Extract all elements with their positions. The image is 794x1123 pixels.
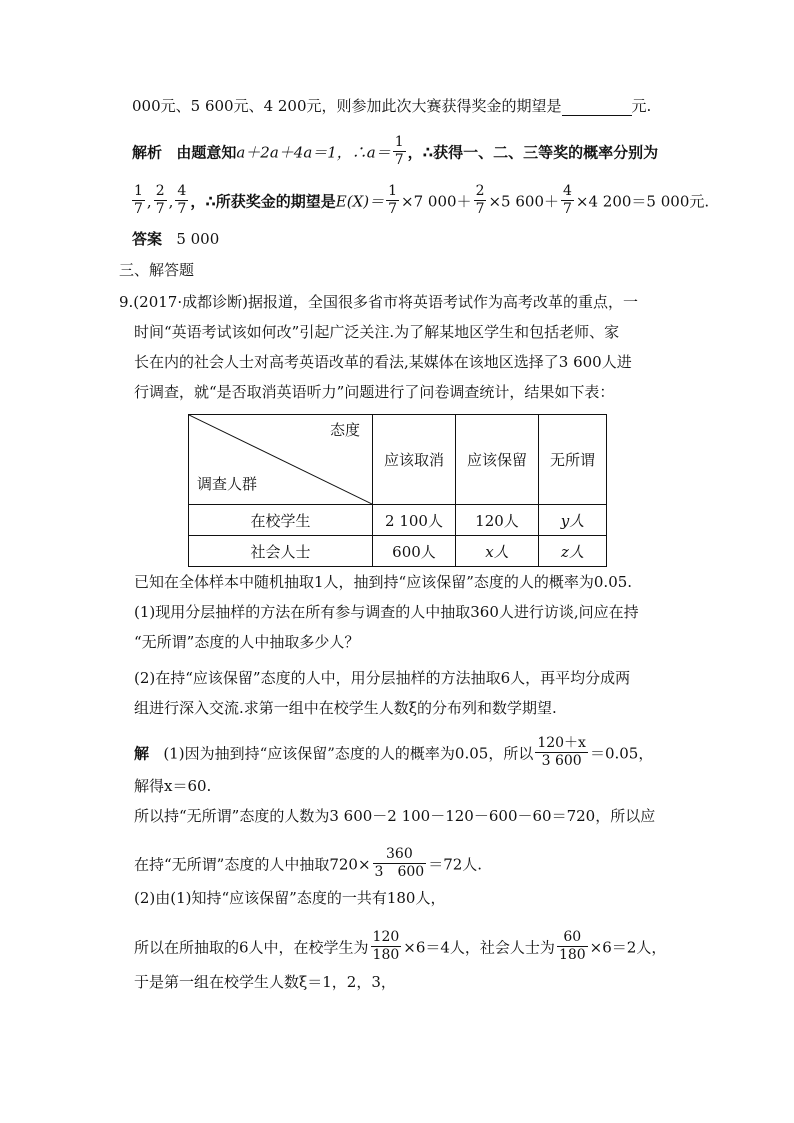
fraction: [393, 134, 406, 169]
answer-value: 5 000: [176, 230, 220, 248]
fraction: [154, 183, 167, 218]
corner-bottom-label: 调查人群: [197, 475, 258, 493]
answer-blank: [562, 99, 632, 116]
solution-text: 所以持“无所谓”态度的人数为3 600－2 100－120－600－60＝720，所以应: [134, 807, 656, 825]
text: ×6＝4人，社会人士为: [403, 938, 555, 957]
analysis-line: [132, 136, 658, 171]
answer-row: [132, 229, 219, 249]
solution-text: (2)由(1)知持“应该保留”态度的一共有180人，: [134, 889, 446, 907]
column-header: 无所谓: [539, 415, 607, 505]
solution-text: 解得x＝60.: [134, 777, 212, 795]
fraction: [386, 183, 399, 218]
survey-table: [188, 414, 607, 567]
text: ×5 600＋: [488, 192, 559, 211]
text: 在持“无所谓”态度的人中抽取720×: [134, 855, 371, 874]
denominator: 7: [475, 201, 485, 217]
denominator: 3 600: [374, 864, 425, 880]
denominator: 180: [558, 947, 586, 963]
question-text: 9.(2017·成都诊断)据报道，全国很多省市将英语考试作为高考改革的重点，一: [119, 293, 638, 311]
text: ＝72人.: [428, 855, 483, 874]
table-row: [189, 536, 607, 567]
table-cell: z人: [539, 536, 607, 567]
denominator: 7: [155, 201, 165, 217]
text: ×4 200＝5 000元.: [575, 192, 710, 211]
table-row: [189, 505, 607, 536]
fraction: [474, 183, 487, 218]
table-cell: x人: [456, 536, 539, 567]
fraction: [132, 183, 145, 218]
question-text: “无所谓”态度的人中抽取多少人？: [134, 633, 360, 651]
text: ×7 000＋: [401, 192, 472, 211]
denominator: 3 600: [541, 753, 582, 769]
table-cell: 120人: [456, 505, 539, 536]
question-text: 组进行深入交流.求第一组中在校学生人数ξ的分布列和数学期望.: [134, 699, 557, 717]
numerator: 4: [563, 183, 572, 199]
column-header: 应该取消: [373, 415, 456, 505]
question-text: (2)在持“应该保留”态度的人中，用分层抽样的方法抽取6人，再平均分成两: [134, 669, 631, 687]
separator: ,: [168, 192, 174, 211]
solution-label: 解: [134, 744, 150, 763]
denominator: 7: [563, 201, 572, 217]
denominator: 7: [177, 201, 187, 217]
fraction: [175, 183, 188, 218]
text: 所以在所抽取的6人中，在校学生为: [134, 938, 369, 957]
text: ，∴获得一、二、三等奖的概率分别为: [407, 143, 659, 162]
table-cell: 600人: [373, 536, 456, 567]
row-label: 在校学生: [189, 505, 373, 536]
denominator: 7: [134, 201, 143, 217]
text: 元.: [631, 97, 652, 115]
solution-line: [134, 848, 482, 883]
solution-text: 于是第一组在校学生人数ξ＝1，2，3，: [134, 973, 396, 991]
denominator: 180: [372, 947, 400, 963]
question-text: 时间“英语考试该如何改”引起广泛关注.为了解某地区学生和包括老师、家: [134, 323, 620, 341]
table-cell: 2 100人: [373, 505, 456, 536]
fraction: [535, 735, 588, 770]
answer-label: 答案: [132, 230, 163, 248]
column-header: 应该保留: [456, 415, 539, 505]
corner-cell: [189, 415, 373, 505]
numerator: 2: [155, 183, 165, 199]
fraction: [557, 929, 588, 964]
text: 由题意知: [176, 143, 237, 162]
question-text: 行调查，就“是否取消英语听力”问题进行了问卷调查统计，结果如下表：: [134, 383, 615, 401]
numerator: 4: [177, 183, 187, 199]
numerator: 120＋x: [537, 735, 586, 751]
fraction: [373, 846, 427, 881]
corner-top-label: 态度: [329, 421, 360, 439]
answer-line: [132, 96, 651, 116]
numerator: 2: [475, 183, 485, 199]
numerator: 120: [372, 929, 400, 945]
row-label: 社会人士: [189, 536, 373, 567]
denominator: 7: [388, 201, 398, 217]
numerator: 60: [557, 929, 588, 947]
text: (1)因为抽到持“应该保留”态度的人的概率为0.05，所以: [163, 744, 534, 763]
question-text: (1)现用分层抽样的方法在所有参与调查的人中抽取360人进行访谈,问应在持: [134, 603, 639, 621]
solution-line: [134, 931, 666, 966]
equation: E(X)＝: [335, 192, 385, 211]
analysis-label: 解析: [132, 143, 163, 162]
solution-line: [134, 737, 653, 772]
fraction: [371, 929, 402, 964]
denominator: 7: [394, 152, 404, 168]
table-cell: y人: [539, 505, 607, 536]
numerator: 1: [388, 183, 398, 199]
text: ×6＝2人，: [589, 938, 667, 957]
equation: a＋2a＋4a＝1，∴a＝: [236, 143, 391, 162]
question-text: 长在内的社会人士对高考英语改革的看法,某媒体在该地区选择了3 600人进: [134, 353, 632, 371]
fraction: [561, 183, 574, 218]
separator: ,: [146, 192, 152, 211]
text: ，∴所获奖金的期望是: [190, 192, 336, 211]
section-heading: 三、解答题: [119, 261, 195, 279]
expectation-line: [130, 185, 709, 220]
numerator: 360: [373, 846, 427, 864]
text: ＝0.05，: [589, 744, 654, 763]
numerator: 1: [134, 183, 143, 199]
question-text: 已知在全体样本中随机抽取1人，抽到持“应该保留”态度的人的概率为0.05.: [134, 573, 633, 591]
text: 000元、5 600元、4 200元，则参加此次大赛获得奖金的期望是: [132, 97, 562, 115]
numerator: 1: [394, 134, 404, 150]
